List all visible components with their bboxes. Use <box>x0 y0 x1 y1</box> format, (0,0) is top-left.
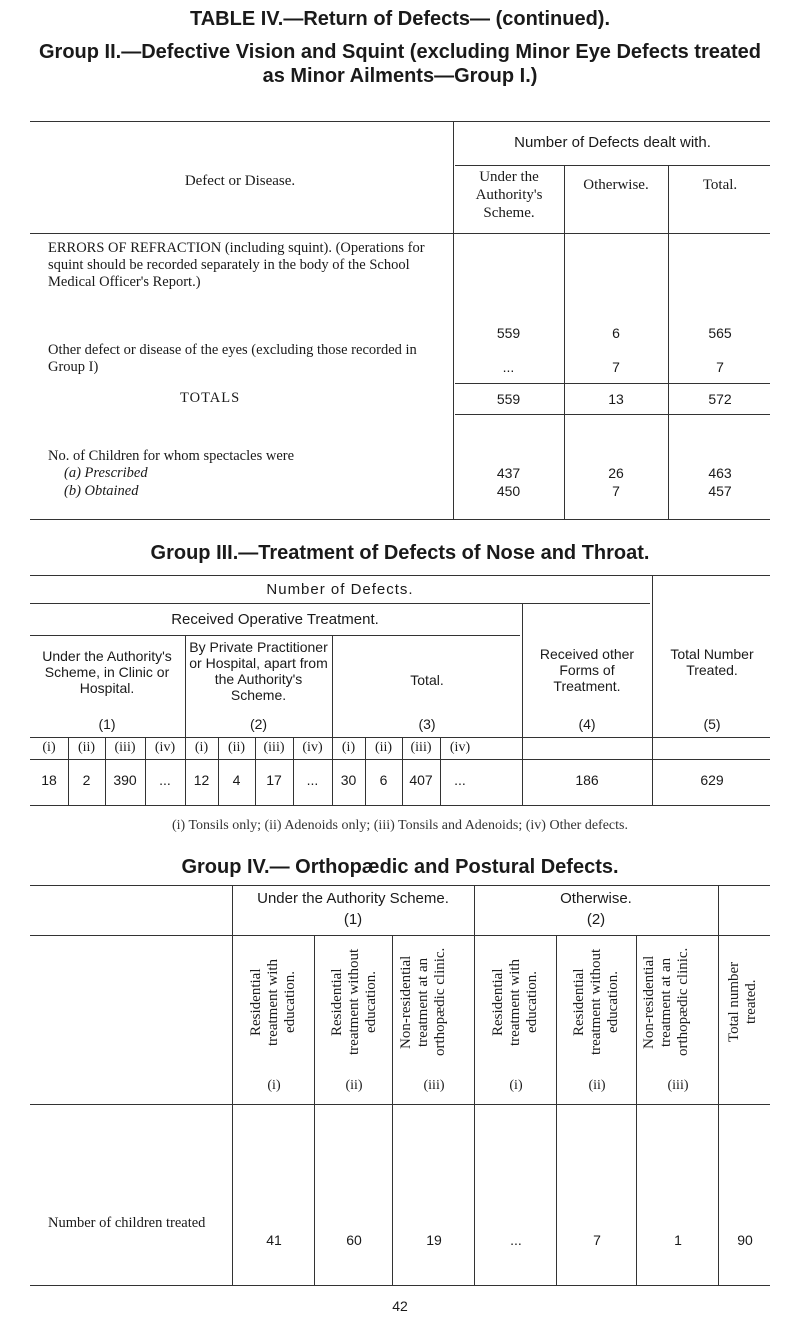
group4-value-oth-iii: 1 <box>674 1232 682 1248</box>
group3-col4-num: (4) <box>578 716 596 732</box>
group3-value-2-iii: 17 <box>266 772 282 788</box>
group2-header-authority: Under the Authority's Scheme. <box>475 169 543 221</box>
group3-value-1-ii: 2 <box>82 772 91 788</box>
group2-spectacles-a-authority: 437 <box>496 465 521 481</box>
group3-footnote: (i) Tonsils only; (ii) Adenoids only; (iii) Tonsils and Adenoids; (iv) Other defects. <box>172 818 628 833</box>
group4-row-label: Number of children treated <box>48 1215 206 1231</box>
group2-heading: Group II.—Defective Vision and Squint (excluding Minor Eye Defects treated as Minor Ailments—Group I.) <box>39 41 761 87</box>
group3-value-3-iii: 407 <box>409 772 433 788</box>
group2-totals-otherwise: 13 <box>608 391 624 407</box>
group2-header-number: Number of Defects dealt with. <box>514 134 711 151</box>
group3-sub-2-iii: (iii) <box>263 740 285 755</box>
group3-col3-num: (3) <box>418 716 436 732</box>
group2-spectacles-b-authority: 450 <box>496 483 521 499</box>
group3-heading: Group III.—Treatment of Defects of Nose and Throat. <box>150 542 650 564</box>
group4-num-auth-i: (i) <box>267 1078 281 1093</box>
group2-row2-total: 7 <box>716 359 724 375</box>
group3-value-3-iv: ... <box>454 772 466 788</box>
group3-col2-header: By Private Practitioner or Hospital, apart from the Authority's Scheme. <box>189 639 328 703</box>
group3-sub-2-ii: (ii) <box>227 740 246 755</box>
group3-col4-header: Received other Forms of Treatment. <box>539 646 635 694</box>
group2-spectacles-label: No. of Children for whom spectacles were <box>48 448 295 464</box>
group3-value-2-iv: ... <box>306 772 319 788</box>
group2-spectacles-a-otherwise: 26 <box>608 465 624 481</box>
group2-spectacles-b-otherwise: 7 <box>612 483 620 499</box>
group3-col1-num: (1) <box>98 716 116 732</box>
group2-totals-label: TOTALS <box>180 390 241 406</box>
group4-heading: Group IV.— Orthopædic and Postural Defects. <box>181 856 619 878</box>
group3-value-5: 629 <box>700 772 724 788</box>
group2-row1-label: ERRORS OF REFRACTION (including squint). (Operations for squint should be recorded separately in the body of the School Medical Officer's Report.) <box>48 240 425 290</box>
group3-sub-1-i: (i) <box>42 740 56 755</box>
group2-spectacles-a-label: (a) Prescribed <box>64 465 148 481</box>
group2-row2-authority: ... <box>502 359 515 375</box>
group3-value-1-iv: ... <box>159 772 171 788</box>
group2-row1-otherwise: 6 <box>612 325 620 341</box>
group4-col-auth-res-edu: Residential treatment with education. <box>248 958 298 1046</box>
group3-col1-header: Under the Authority's Scheme, in Clinic or Hospital. <box>42 648 172 696</box>
group3-sub-3-iv: (iv) <box>449 740 471 755</box>
group3-sub-3-ii: (ii) <box>374 740 393 755</box>
group4-col-auth-res-noedu: Residential treatment without education. <box>329 948 379 1056</box>
group2-row1-total: 565 <box>708 325 732 341</box>
group2-row1-authority: 559 <box>496 325 521 341</box>
group4-value-oth-i: ... <box>510 1232 522 1248</box>
group4-value-auth-ii: 60 <box>346 1232 362 1248</box>
group3-sub-1-iii: (iii) <box>114 740 136 755</box>
group3-col2-num: (2) <box>249 716 268 732</box>
group3-value-4: 186 <box>575 772 599 788</box>
group3-sub-3-i: (i) <box>341 740 356 755</box>
group4-num-auth-ii: (ii) <box>345 1078 363 1093</box>
group3-value-1-i: 18 <box>41 772 57 788</box>
group3-value-3-ii: 6 <box>379 772 388 788</box>
group4-num-oth-iii: (iii) <box>667 1078 689 1093</box>
group3-value-2-i: 12 <box>193 772 210 788</box>
group4-col-oth-res-noedu: Residential treatment without education. <box>571 948 621 1056</box>
group3-value-2-ii: 4 <box>232 772 241 788</box>
group3-sub-2-i: (i) <box>194 740 209 755</box>
page-number: 42 <box>392 1298 408 1314</box>
group4-header-authority-num: (1) <box>343 911 363 928</box>
page-title: TABLE IV.—Return of Defects— (continued). <box>189 8 611 30</box>
group2-row2-label: Other defect or disease of the eyes (excluding those recorded in Group I) <box>48 342 417 375</box>
group3-sub-3-iii: (iii) <box>410 740 432 755</box>
group4-col-oth-res-edu: Residential treatment with education. <box>490 958 540 1046</box>
group3-sub-1-iv: (iv) <box>154 740 176 755</box>
group4-header-otherwise: Otherwise. <box>560 890 632 907</box>
group2-header-defect: Defect or Disease. <box>184 173 296 189</box>
group2-totals-authority: 559 <box>496 391 521 407</box>
group3-sub-2-iv: (iv) <box>302 740 323 755</box>
group2-header-otherwise: Otherwise. <box>583 177 649 193</box>
group2-spectacles-a-total: 463 <box>708 465 732 481</box>
group3-value-1-iii: 390 <box>113 772 137 788</box>
group4-col-total: Total number treated. <box>726 961 759 1043</box>
group4-num-auth-iii: (iii) <box>423 1078 445 1093</box>
group3-col3-header: Total. <box>410 672 444 688</box>
group3-col5-num: (5) <box>703 716 721 732</box>
group4-value-total: 90 <box>737 1232 753 1248</box>
group3-header-operative: Received Operative Treatment. <box>171 611 379 628</box>
group3-value-3-i: 30 <box>340 772 357 788</box>
group4-col-oth-nonres: Non-residential treatment at an orthopædic clinic. <box>641 947 691 1057</box>
group4-value-auth-iii: 19 <box>426 1232 442 1248</box>
group2-spectacles-b-total: 457 <box>708 483 732 499</box>
group4-header-authority: Under the Authority Scheme. <box>257 890 449 907</box>
group4-num-oth-i: (i) <box>509 1078 523 1093</box>
group4-col-auth-nonres: Non-residential treatment at an orthopædic clinic. <box>398 947 448 1057</box>
group2-totals-total: 572 <box>708 391 732 407</box>
group2-row2-otherwise: 7 <box>612 359 620 375</box>
group2-header-total: Total. <box>702 177 738 193</box>
group2-spectacles-b-label: (b) Obtained <box>64 483 139 499</box>
group3-header-number: Number of Defects. <box>266 581 414 598</box>
group4-header-otherwise-num: (2) <box>586 911 606 928</box>
group4-num-oth-ii: (ii) <box>588 1078 606 1093</box>
group3-col5-header: Total Number Treated. <box>670 646 754 678</box>
group4-value-oth-ii: 7 <box>593 1232 601 1248</box>
group3-sub-1-ii: (ii) <box>77 740 96 755</box>
group4-value-auth-i: 41 <box>266 1232 282 1248</box>
